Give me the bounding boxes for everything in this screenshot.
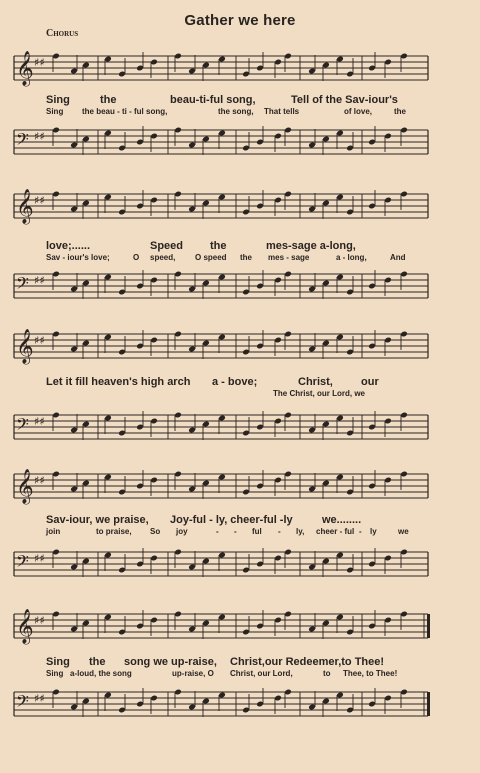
lyric-word: to: [323, 669, 331, 678]
system-2-treble-staff: [0, 186, 480, 226]
lyric-word: -: [359, 527, 362, 536]
lyric-word: The Christ, our Lord, we: [273, 389, 366, 398]
system-5-treble-staff: [0, 606, 480, 646]
lyric-word: we........: [322, 514, 362, 526]
system-3-treble-staff: [0, 326, 480, 366]
lyric-word: That tells: [264, 107, 300, 116]
hymn-title: Gather we here: [184, 12, 296, 29]
lyric-word: cheer - ful: [316, 527, 355, 536]
lyric-word: a - long,: [336, 253, 367, 262]
lyric-word: the: [100, 94, 117, 106]
lyric-word: Sing: [46, 107, 64, 116]
chorus-label: Chorus: [46, 28, 79, 39]
lyric-word: Sav - iour's love;: [46, 253, 110, 262]
lyric-word: Christ,our Redeemer,to Thee!: [230, 656, 385, 668]
lyric-word: a-loud, the song: [70, 669, 132, 678]
svg-text:♯♯: ♯♯: [34, 474, 45, 487]
lyric-word: -: [216, 527, 219, 536]
svg-text:♯♯: ♯♯: [34, 194, 45, 207]
lyric-word: Sing: [46, 656, 70, 668]
lyric-word: Sing: [46, 669, 64, 678]
svg-text:𝄢: 𝄢: [16, 129, 29, 153]
lyric-word: -: [234, 527, 237, 536]
svg-text:𝄞: 𝄞: [16, 469, 34, 504]
lyric-word: Speed: [150, 240, 184, 252]
lyric-word: joy: [176, 527, 188, 536]
lyric-word: song we up-raise,: [124, 656, 217, 668]
system-4-treble-staff: [0, 466, 480, 506]
system-5-bass-staff: [0, 684, 480, 724]
system-4-bass-staff: [0, 544, 480, 584]
lyric-word: a - bove;: [212, 376, 258, 388]
lyric-word: mes - sage: [268, 253, 310, 262]
lyric-word: our: [361, 376, 379, 388]
lyric-word: Thee, to Thee!: [343, 669, 398, 678]
lyric-word: join: [46, 527, 61, 536]
lyric-word: Sing: [46, 94, 70, 106]
system-3-bass-staff: [0, 407, 480, 447]
lyric-word: Christ, our Lord,: [230, 669, 293, 678]
svg-text:♯♯: ♯♯: [34, 56, 45, 69]
svg-text:𝄞: 𝄞: [16, 329, 34, 364]
svg-text:𝄢: 𝄢: [16, 414, 29, 438]
lyric-word: ful: [252, 527, 262, 536]
lyric-word: Tell of the Sav-iour's: [291, 94, 398, 106]
system-2-bass-staff: [0, 266, 480, 306]
lyric-word: up-raise, O: [172, 669, 214, 678]
lyric-word: the: [210, 240, 227, 252]
lyric-word: the beau - ti - ful song,: [82, 107, 168, 116]
lyric-word: O: [133, 253, 140, 262]
lyric-word: ly: [370, 527, 377, 536]
lyric-word: mes-sage a-long,: [266, 240, 356, 252]
lyric-word: of love,: [344, 107, 373, 116]
svg-text:𝄞: 𝄞: [16, 189, 34, 224]
svg-text:♯♯: ♯♯: [34, 130, 45, 143]
system-1-treble-staff: [0, 48, 480, 88]
lyric-word: Christ,: [298, 376, 333, 388]
lyric-word: the song,: [218, 107, 254, 116]
lyric-word: the: [240, 253, 252, 262]
lyric-word: O speed: [195, 253, 227, 262]
svg-text:𝄞: 𝄞: [16, 51, 34, 86]
svg-text:𝄢: 𝄢: [16, 551, 29, 575]
svg-text:𝄞: 𝄞: [16, 609, 34, 644]
svg-text:𝄢: 𝄢: [16, 691, 29, 715]
svg-text:𝄢: 𝄢: [16, 273, 29, 297]
svg-text:♯♯: ♯♯: [34, 692, 45, 705]
lyric-word: speed,: [150, 253, 176, 262]
lyric-word: -: [278, 527, 281, 536]
lyric-word: So: [150, 527, 161, 536]
lyric-word: we: [398, 527, 409, 536]
svg-text:♯♯: ♯♯: [34, 614, 45, 627]
lyric-word: love;......: [46, 240, 91, 252]
svg-text:♯♯: ♯♯: [34, 415, 45, 428]
svg-text:♯♯: ♯♯: [34, 274, 45, 287]
lyric-word: beau-ti-ful song,: [170, 94, 256, 106]
lyric-word: ly,: [296, 527, 305, 536]
system-1-bass-staff: [0, 122, 480, 162]
svg-text:♯♯: ♯♯: [34, 334, 45, 347]
lyric-word: Sav-iour, we praise,: [46, 514, 149, 526]
lyric-word: to praise,: [96, 527, 132, 536]
lyric-word: Let it fill heaven's high arch: [46, 376, 191, 388]
svg-text:♯♯: ♯♯: [34, 552, 45, 565]
lyric-word: Joy-ful - ly, cheer-ful -ly: [170, 514, 293, 526]
lyric-word: And: [390, 253, 406, 262]
lyric-word: the: [89, 656, 106, 668]
lyric-word: the: [394, 107, 406, 116]
